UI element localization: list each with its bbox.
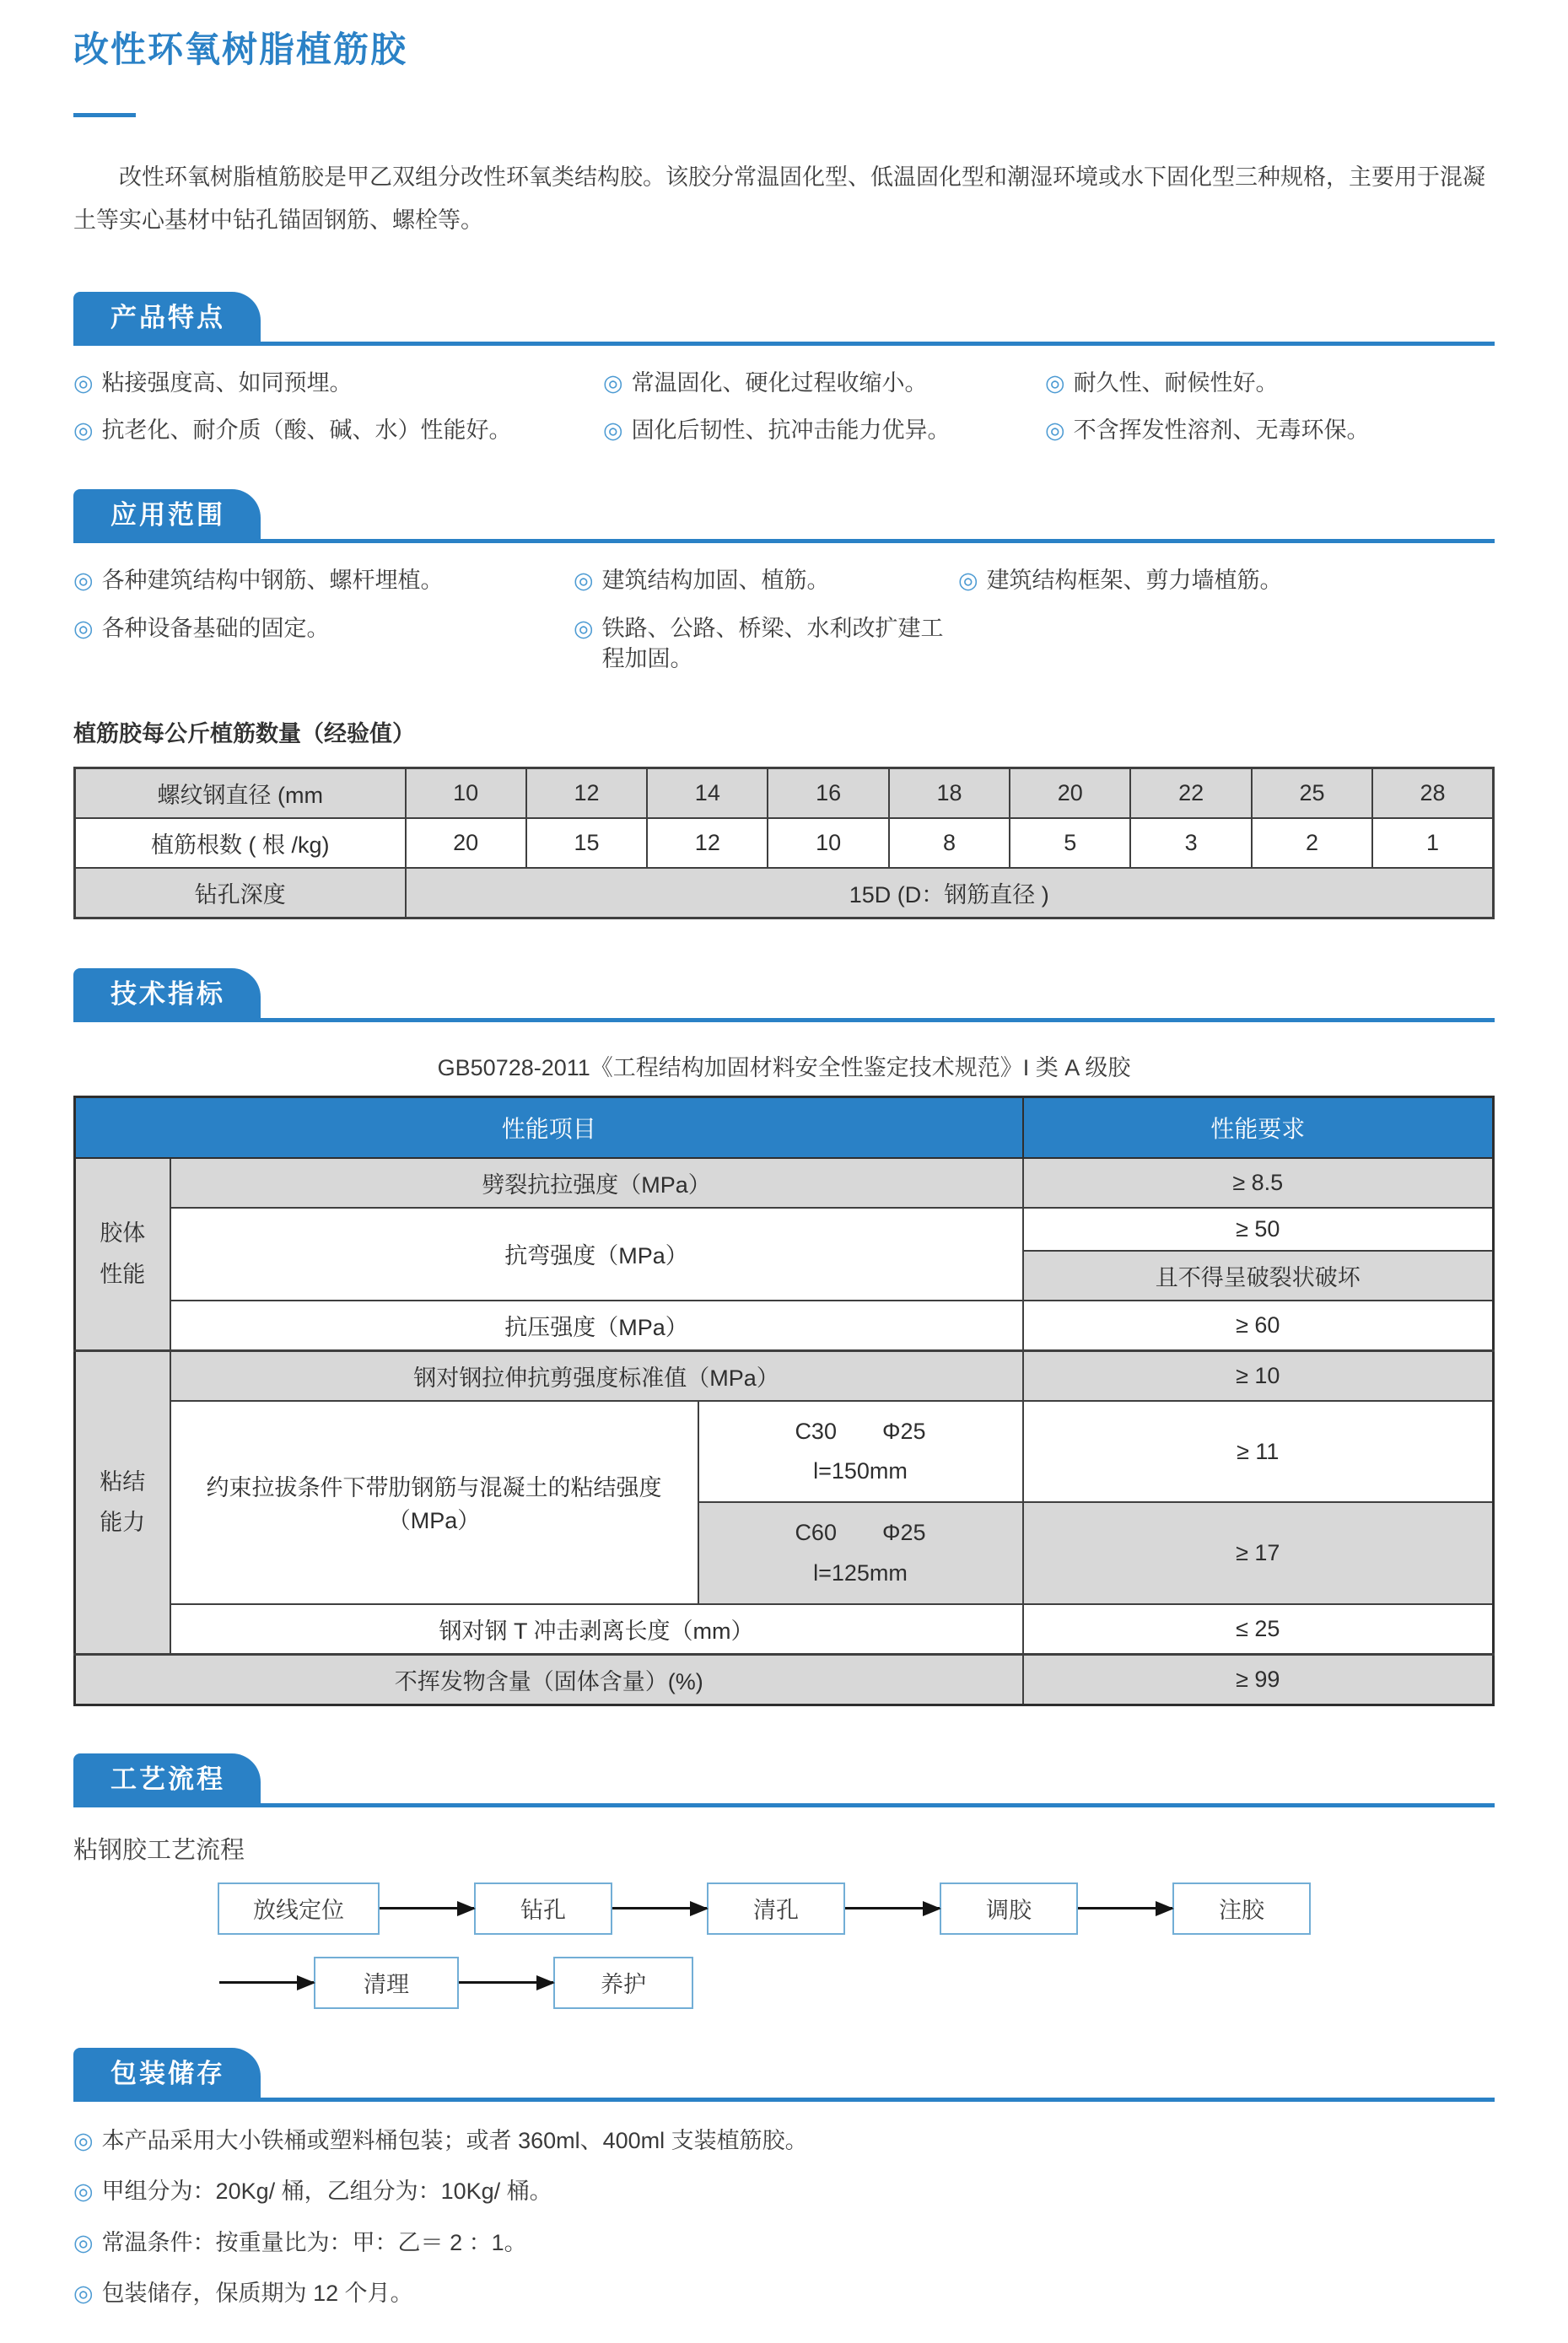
row-label-cell: 植筋根数 ( 根 /kg) [75, 818, 406, 868]
packaging-text: 包装储存，保质期为 12 个月。 [101, 2281, 413, 2307]
table-row [75, 868, 1494, 918]
table-cell: 15D (D：钢筋直径 ) [406, 868, 1494, 918]
feature-text: 抗老化、耐介质（酸、碱、水）性能好。 [101, 417, 512, 444]
table-row [75, 1301, 1494, 1351]
item-cell: 抗弯强度（MPa） [170, 1208, 1023, 1301]
table-header-row [75, 1096, 1494, 1158]
table-row [75, 1208, 1494, 1251]
flow-step-box: 清理 [314, 1957, 459, 2009]
arrow-right-icon [219, 1981, 314, 1984]
packaging-text: 本产品采用大小铁桶或塑料桶包装；或者 360ml、400ml 支装植筋胶。 [101, 2127, 808, 2153]
application-text: 铁路、公路、桥梁、水利改扩建工程加固。 [601, 615, 944, 672]
item-cell: 不挥发物含量（固体含量）(%) [75, 1654, 1023, 1705]
intro-paragraph: 改性环氧树脂植筋胶是甲乙双组分改性环氧类结构胶。该胶分常温固化型、低温固化型和潮湿环境或水下固化型三种规格，主要用于混凝土等实心基材中钻孔锚固钢筋、螺栓等。 [73, 164, 1485, 234]
table-cell: 10 [768, 818, 888, 868]
double-circle-bullet-icon: ◎ [73, 2281, 94, 2307]
condition-cell: C60 Φ25 l=125mm [698, 1502, 1023, 1604]
rebar-table-caption: 植筋胶每公斤植筋数量（经验值） [73, 720, 415, 746]
double-circle-bullet-icon: ◎ [73, 2229, 94, 2255]
application-text: 各种建筑结构中钢筋、螺杆埋植。 [101, 568, 444, 594]
double-circle-bullet-icon: ◎ [958, 568, 978, 594]
table-cell: 20 [1010, 768, 1130, 818]
list-item [958, 565, 1495, 595]
packaging-text: 常温条件：按重量比为：甲：乙＝ 2 ：1。 [101, 2229, 527, 2255]
list-item [73, 2176, 1495, 2206]
row-label-cell: 螺纹钢直径 (mm [75, 768, 406, 818]
table-cell: 16 [768, 768, 888, 818]
table-cell: 1 [1372, 818, 1493, 868]
row-label-cell: 钻孔深度 [75, 868, 406, 918]
application-text: 建筑结构加固、植筋。 [601, 568, 830, 594]
section-tab-process: 工艺流程 [73, 1753, 261, 1803]
arrow-right-icon [459, 1981, 553, 1984]
process-flow-row-1 [218, 1882, 1495, 1935]
list-item [603, 368, 1045, 398]
section-packaging-header [73, 2048, 1495, 2102]
section-tab-applications: 应用范围 [73, 489, 261, 539]
item-cell: 约束拉拔条件下带肋钢筋与混凝土的粘结强度（MPa） [170, 1401, 698, 1604]
table-row [75, 768, 1494, 818]
double-circle-bullet-icon: ◎ [574, 615, 594, 641]
packaging-list [73, 2125, 1495, 2309]
flow-step-box: 调胶 [940, 1882, 1078, 1935]
list-item [73, 2125, 1495, 2156]
title-underline [73, 113, 136, 117]
list-item [73, 2278, 1495, 2308]
group-cell-body: 胶体性能 [75, 1158, 170, 1351]
page-title: 改性环氧树脂植筋胶 [73, 30, 408, 69]
section-tab-packaging: 包装储存 [73, 2048, 261, 2098]
table-cell: 22 [1130, 768, 1251, 818]
list-item [1045, 368, 1495, 398]
table-cell: 3 [1130, 818, 1251, 868]
feature-text: 不含挥发性溶剂、无毒环保。 [1073, 417, 1370, 444]
application-text: 各种设备基础的固定。 [101, 615, 330, 641]
req-cell: ≤ 25 [1023, 1604, 1494, 1655]
feature-text: 常温固化、硬化过程收缩小。 [631, 369, 928, 396]
features-list [73, 368, 1495, 446]
col-header-item: 性能项目 [75, 1096, 1023, 1158]
flow-step-box: 清孔 [707, 1882, 845, 1935]
item-cell: 抗压强度（MPa） [170, 1301, 1023, 1351]
table-row [75, 1158, 1494, 1208]
list-item [73, 415, 603, 445]
list-item [73, 368, 603, 398]
table-cell: 15 [526, 818, 647, 868]
table-cell: 12 [647, 818, 768, 868]
table-cell: 8 [889, 818, 1010, 868]
list-item [73, 565, 574, 595]
double-circle-bullet-icon: ◎ [73, 2179, 94, 2205]
arrow-right-icon [380, 1907, 474, 1909]
flow-step-box: 放线定位 [218, 1882, 380, 1935]
table-cell: 5 [1010, 818, 1130, 868]
flow-step-box: 钻孔 [474, 1882, 612, 1935]
application-text: 建筑结构框架、剪力墙植筋。 [986, 568, 1283, 594]
table-cell: 12 [526, 768, 647, 818]
feature-text: 固化后韧性、抗冲击能力优异。 [631, 417, 951, 444]
table-cell: 14 [647, 768, 768, 818]
col-header-req: 性能要求 [1023, 1096, 1494, 1158]
req-cell: ≥ 50 [1023, 1208, 1494, 1251]
table-cell: 20 [406, 818, 526, 868]
double-circle-bullet-icon: ◎ [1045, 369, 1065, 396]
double-circle-bullet-icon: ◎ [574, 568, 594, 594]
list-item [1045, 415, 1495, 445]
double-circle-bullet-icon: ◎ [73, 568, 94, 594]
req-cell: 且不得呈破裂状破坏 [1023, 1251, 1494, 1301]
table-cell: 10 [406, 768, 526, 818]
process-subtitle: 粘钢胶工艺流程 [73, 1836, 245, 1864]
flow-step-box: 养护 [553, 1957, 693, 2009]
req-cell: ≥ 11 [1023, 1401, 1494, 1503]
table-row [75, 818, 1494, 868]
section-applications-header [73, 489, 1495, 543]
packaging-text: 甲组分为：20Kg/ 桶，乙组分为：10Kg/ 桶。 [101, 2179, 552, 2205]
item-cell: 钢对钢 T 冲击剥离长度（mm） [170, 1604, 1023, 1655]
arrow-right-icon [845, 1907, 940, 1909]
double-circle-bullet-icon: ◎ [1045, 417, 1065, 444]
double-circle-bullet-icon: ◎ [603, 417, 623, 444]
req-cell: ≥ 8.5 [1023, 1158, 1494, 1208]
double-circle-bullet-icon: ◎ [603, 369, 623, 396]
arrow-right-icon [1078, 1907, 1172, 1909]
req-cell: ≥ 17 [1023, 1502, 1494, 1604]
list-item [603, 415, 1045, 445]
arrow-right-icon [612, 1907, 707, 1909]
req-cell: ≥ 10 [1023, 1350, 1494, 1401]
table-cell: 25 [1252, 768, 1372, 818]
table-cell: 2 [1252, 818, 1372, 868]
section-tech-header [73, 968, 1495, 1022]
feature-text: 耐久性、耐候性好。 [1073, 369, 1279, 396]
double-circle-bullet-icon: ◎ [73, 615, 94, 641]
double-circle-bullet-icon: ◎ [73, 369, 94, 396]
section-tab-features: 产品特点 [73, 292, 261, 342]
list-item [73, 2227, 1495, 2258]
table-row [75, 1350, 1494, 1401]
flow-step-box: 注胶 [1172, 1882, 1311, 1935]
rebar-count-table [73, 767, 1495, 919]
table-row [75, 1401, 1494, 1503]
tech-standard-caption: GB50728-2011《工程结构加固材料安全性鉴定技术规范》I 类 A 级胶 [437, 1054, 1131, 1080]
feature-text: 粘接强度高、如同预埋。 [101, 369, 353, 396]
item-cell: 劈裂抗拉强度（MPa） [170, 1158, 1023, 1208]
table-row [75, 1654, 1494, 1705]
tech-spec-table [73, 1096, 1495, 1706]
list-item [73, 613, 574, 675]
section-process-header [73, 1753, 1495, 1807]
group-cell-bond: 粘结能力 [75, 1350, 170, 1654]
item-cell: 钢对钢拉伸抗剪强度标准值（MPa） [170, 1350, 1023, 1401]
double-circle-bullet-icon: ◎ [73, 417, 94, 444]
req-cell: ≥ 99 [1023, 1654, 1494, 1705]
section-tab-tech: 技术指标 [73, 968, 261, 1018]
table-row [75, 1604, 1494, 1655]
list-item [574, 613, 958, 675]
applications-list [73, 565, 1495, 674]
double-circle-bullet-icon: ◎ [73, 2127, 94, 2153]
table-cell: 28 [1372, 768, 1493, 818]
table-cell: 18 [889, 768, 1010, 818]
condition-cell: C30 Φ25 l=150mm [698, 1401, 1023, 1503]
list-item [574, 565, 958, 595]
req-cell: ≥ 60 [1023, 1301, 1494, 1351]
section-features-header [73, 292, 1495, 346]
process-flow-row-2 [219, 1957, 1495, 2009]
